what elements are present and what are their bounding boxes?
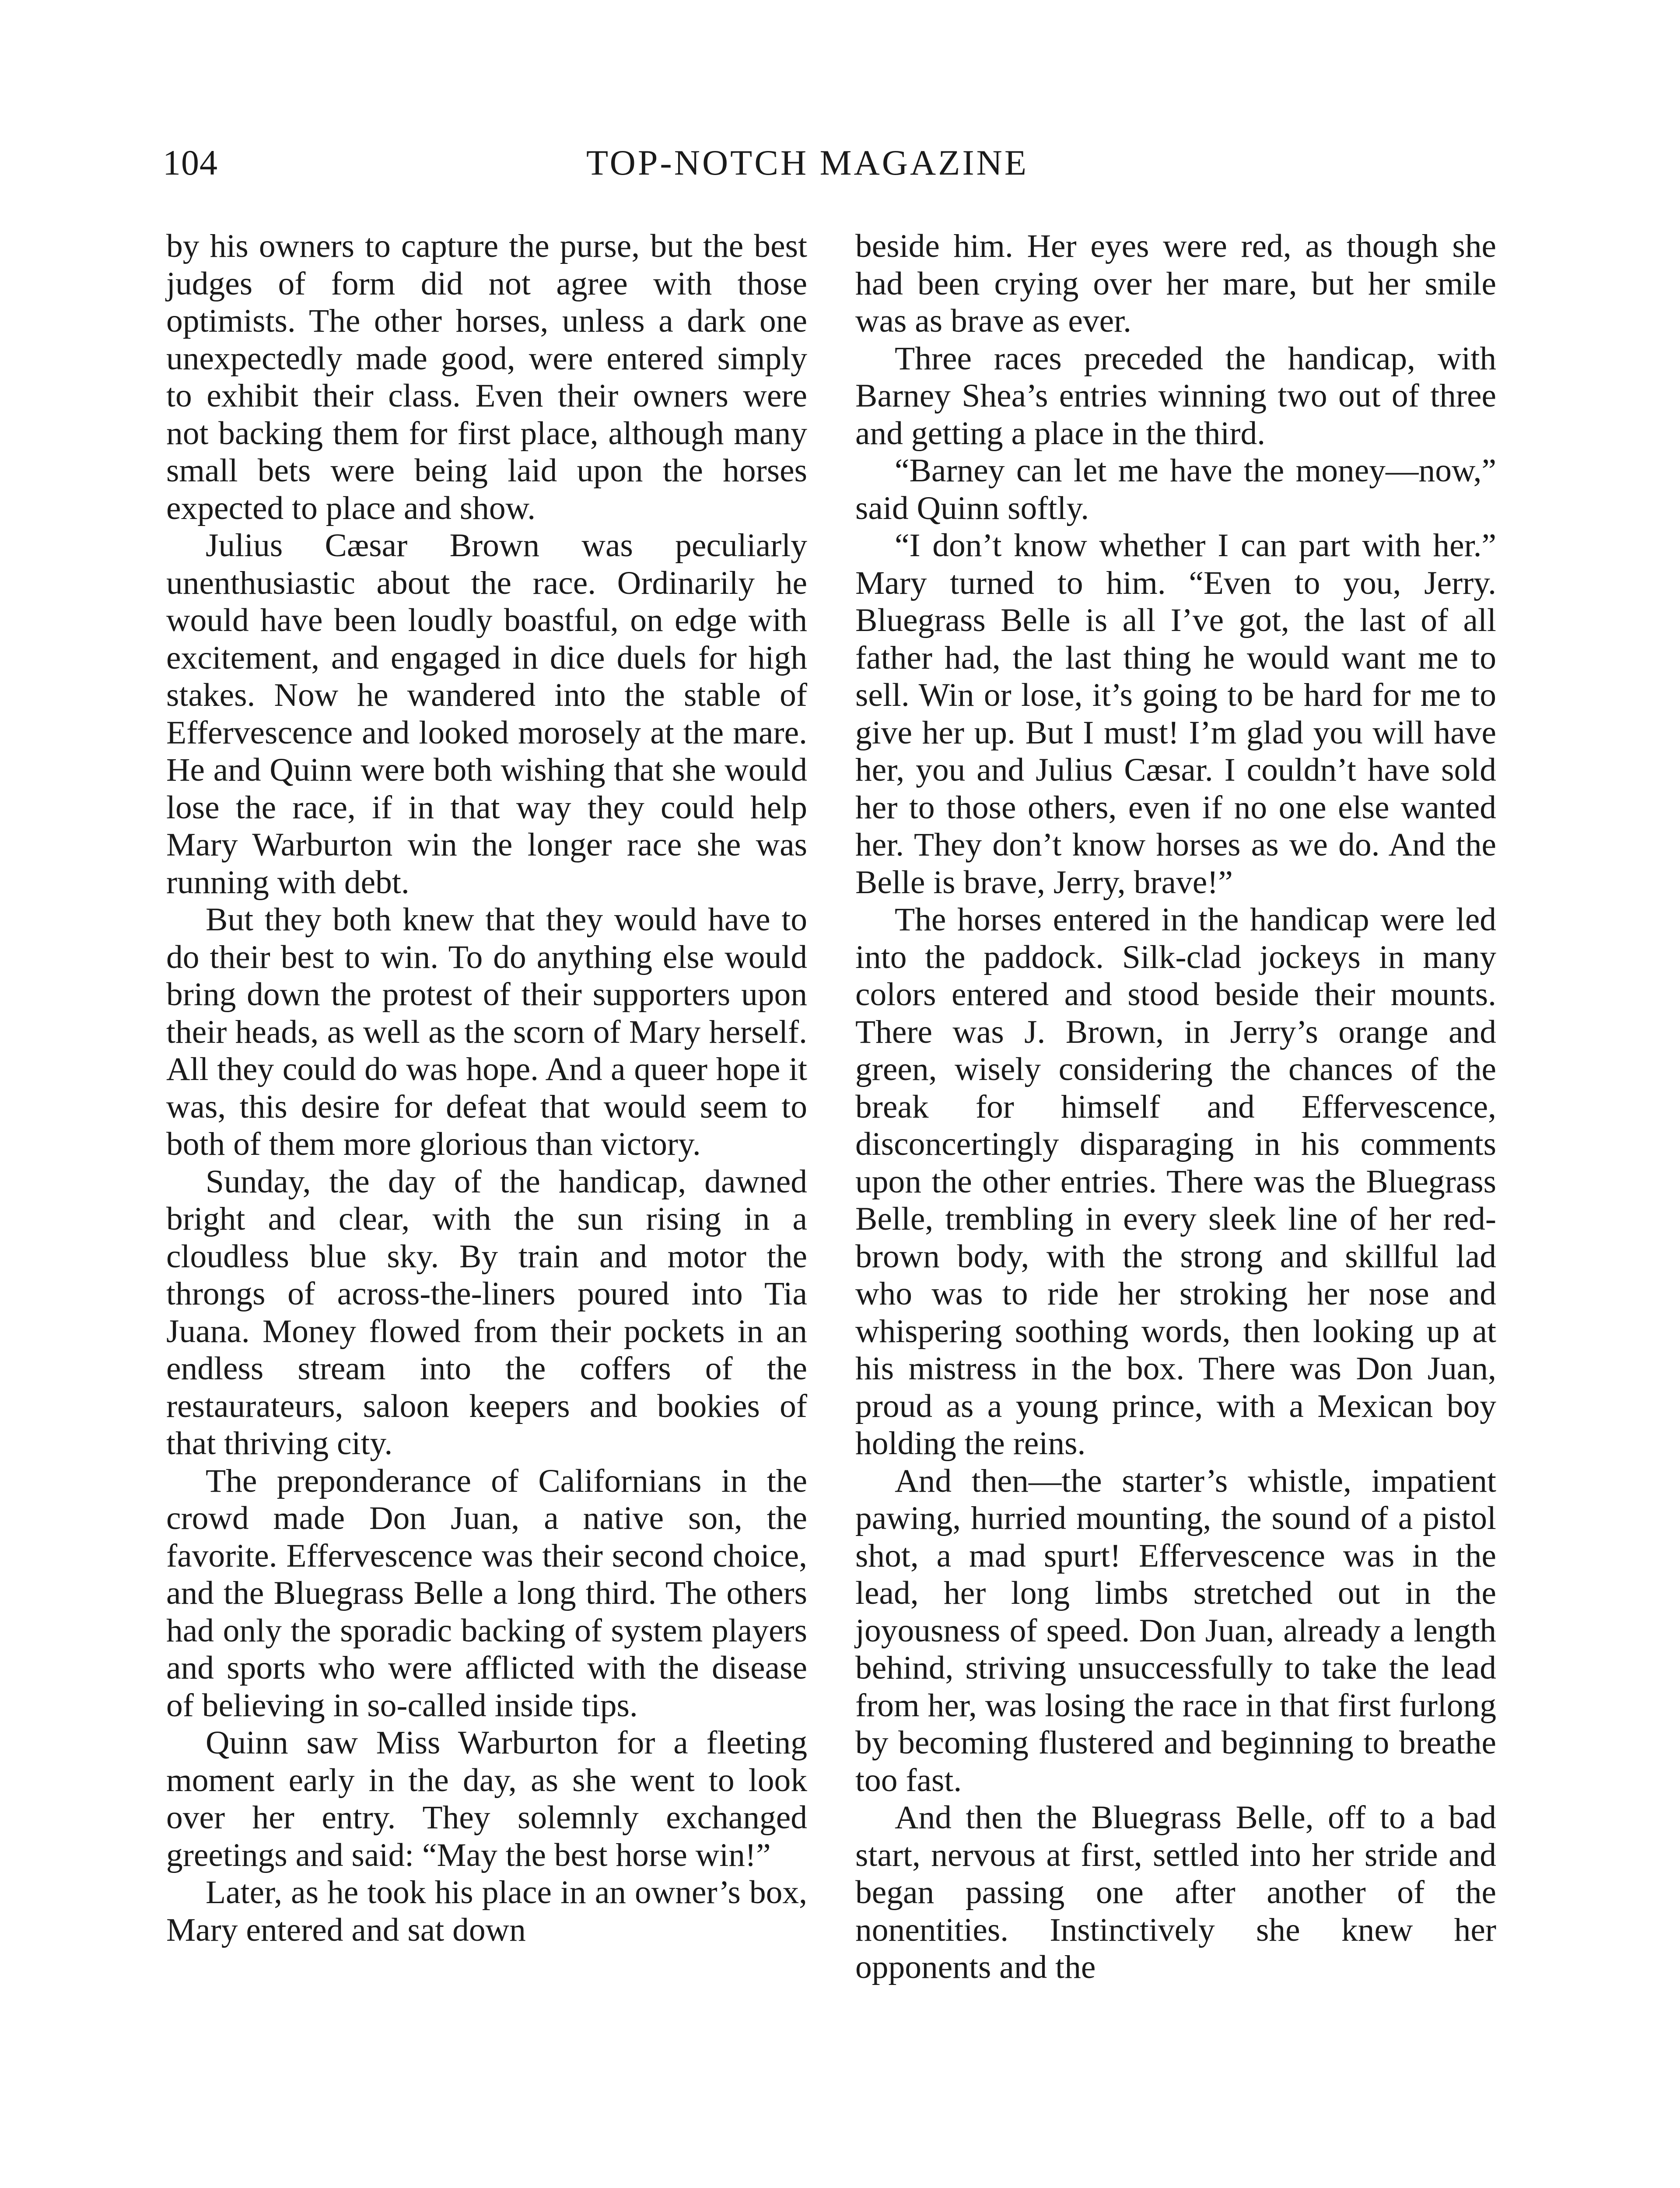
paragraph: Three races preceded the handicap, with Barney Shea’s entries winning two out of three and getting a place in the third. [855,340,1496,452]
paragraph: by his owners to capture the purse, but the best judges of form did not agree with those optimists. The other horses, unless a dark one unexpectedly made good, were entered simply to exhibit their class. Even their owners were not backing them for first place, although many small bets were being laid upon the horses expected to place and show. [166,228,807,526]
paragraph: The preponderance of Californians in the crowd made Don Juan, a native son, the favorite. Effervescence was their second choice, and the Bluegrass Belle a long third. The others had only the sporadic backing of system players and sports who were afflicted with the disease of believing in so-called inside tips. [166,1462,807,1724]
page-header [0,142,1680,190]
right-column [855,228,1496,1986]
paragraph: Julius Cæsar Brown was peculiarly unenthusiastic about the race. Ordinarily he would have been loudly boastful, on edge with excitement, and engaged in dice duels for high stakes. Now he wandered into the stable of Effervescence and looked morosely at the mare. He and Quinn were both wishing that she would lose the race, if in that way they could help Mary Warburton win the longer race she was running with debt. [166,527,807,901]
paragraph: And then—the starter’s whistle, impatient pawing, hurried mounting, the sound of a pistol shot, a mad spurt! Effervescence was in the lead, her long limbs stretched out in the joyousness of speed. Don Juan, already a length behind, striving unsuccessfully to take the lead from her, was losing the race in that first furlong by becoming flustered and beginning to breathe too fast. [855,1462,1496,1799]
paragraph: beside him. Her eyes were red, as though she had been crying over her mare, but her smile was as brave as ever. [855,228,1496,339]
paragraph: Sunday, the day of the handicap, dawned bright and clear, with the sun rising in a cloudless blue sky. By train and motor the throngs of across-the-liners poured into Tia Juana. Money flowed from their pockets in an endless stream into the coffers of the restaurateurs, saloon keepers and bookies of that thriving city. [166,1163,807,1462]
paragraph: “I don’t know whether I can part with her.” Mary turned to him. “Even to you, Jerry. Bluegrass Belle is all I’ve got, the last of all father had, the last thing he would want me to sell. Win or lose, it’s going to be hard for me to give her up. But I must! I’m glad you will have her, you and Julius Cæsar. I couldn’t have sold her to those others, even if no one else wanted her. They don’t know horses as we do. And the Belle is brave, Jerry, brave!” [855,527,1496,901]
paragraph: Quinn saw Miss Warburton for a fleeting moment early in the day, as she went to look over her entry. They solemnly exchanged greetings and said: “May the best horse win!” [166,1725,807,1873]
paragraph: “Barney can let me have the money—now,” said Quinn softly. [855,452,1496,526]
page-number: 104 [163,143,218,182]
paragraph: Later, as he took his place in an owner’s box, Mary entered and sat down [166,1874,807,1948]
paragraph: But they both knew that they would have to do their best to win. To do anything else would bring down the protest of their supporters upon their heads, as well as the scorn of Mary herself. All they could do was hope. And a queer hope it was, this desire for defeat that would seem to both of them more glorious than victory. [166,901,807,1162]
running-head: TOP-NOTCH MAGAZINE [586,143,1029,182]
paragraph: And then the Bluegrass Belle, off to a bad start, nervous at first, settled into her stride and began passing one after another of the nonentities. Instinctively she knew her opponents and the [855,1799,1496,1985]
left-column [166,228,807,1949]
paragraph: The horses entered in the handicap were led into the paddock. Silk-clad jockeys in many colors entered and stood beside their mounts. There was J. Brown, in Jerry’s orange and green, wisely considering the chances of the break for himself and Effervescence, disconcertingly disparaging in his comments upon the other entries. There was the Bluegrass Belle, trembling in every sleek line of her red-brown body, with the strong and skillful lad who was to ride her stroking her nose and whispering soothing words, then looking up at his mistress in the box. There was Don Juan, proud as a young prince, with a Mexican boy holding the reins. [855,901,1496,1462]
